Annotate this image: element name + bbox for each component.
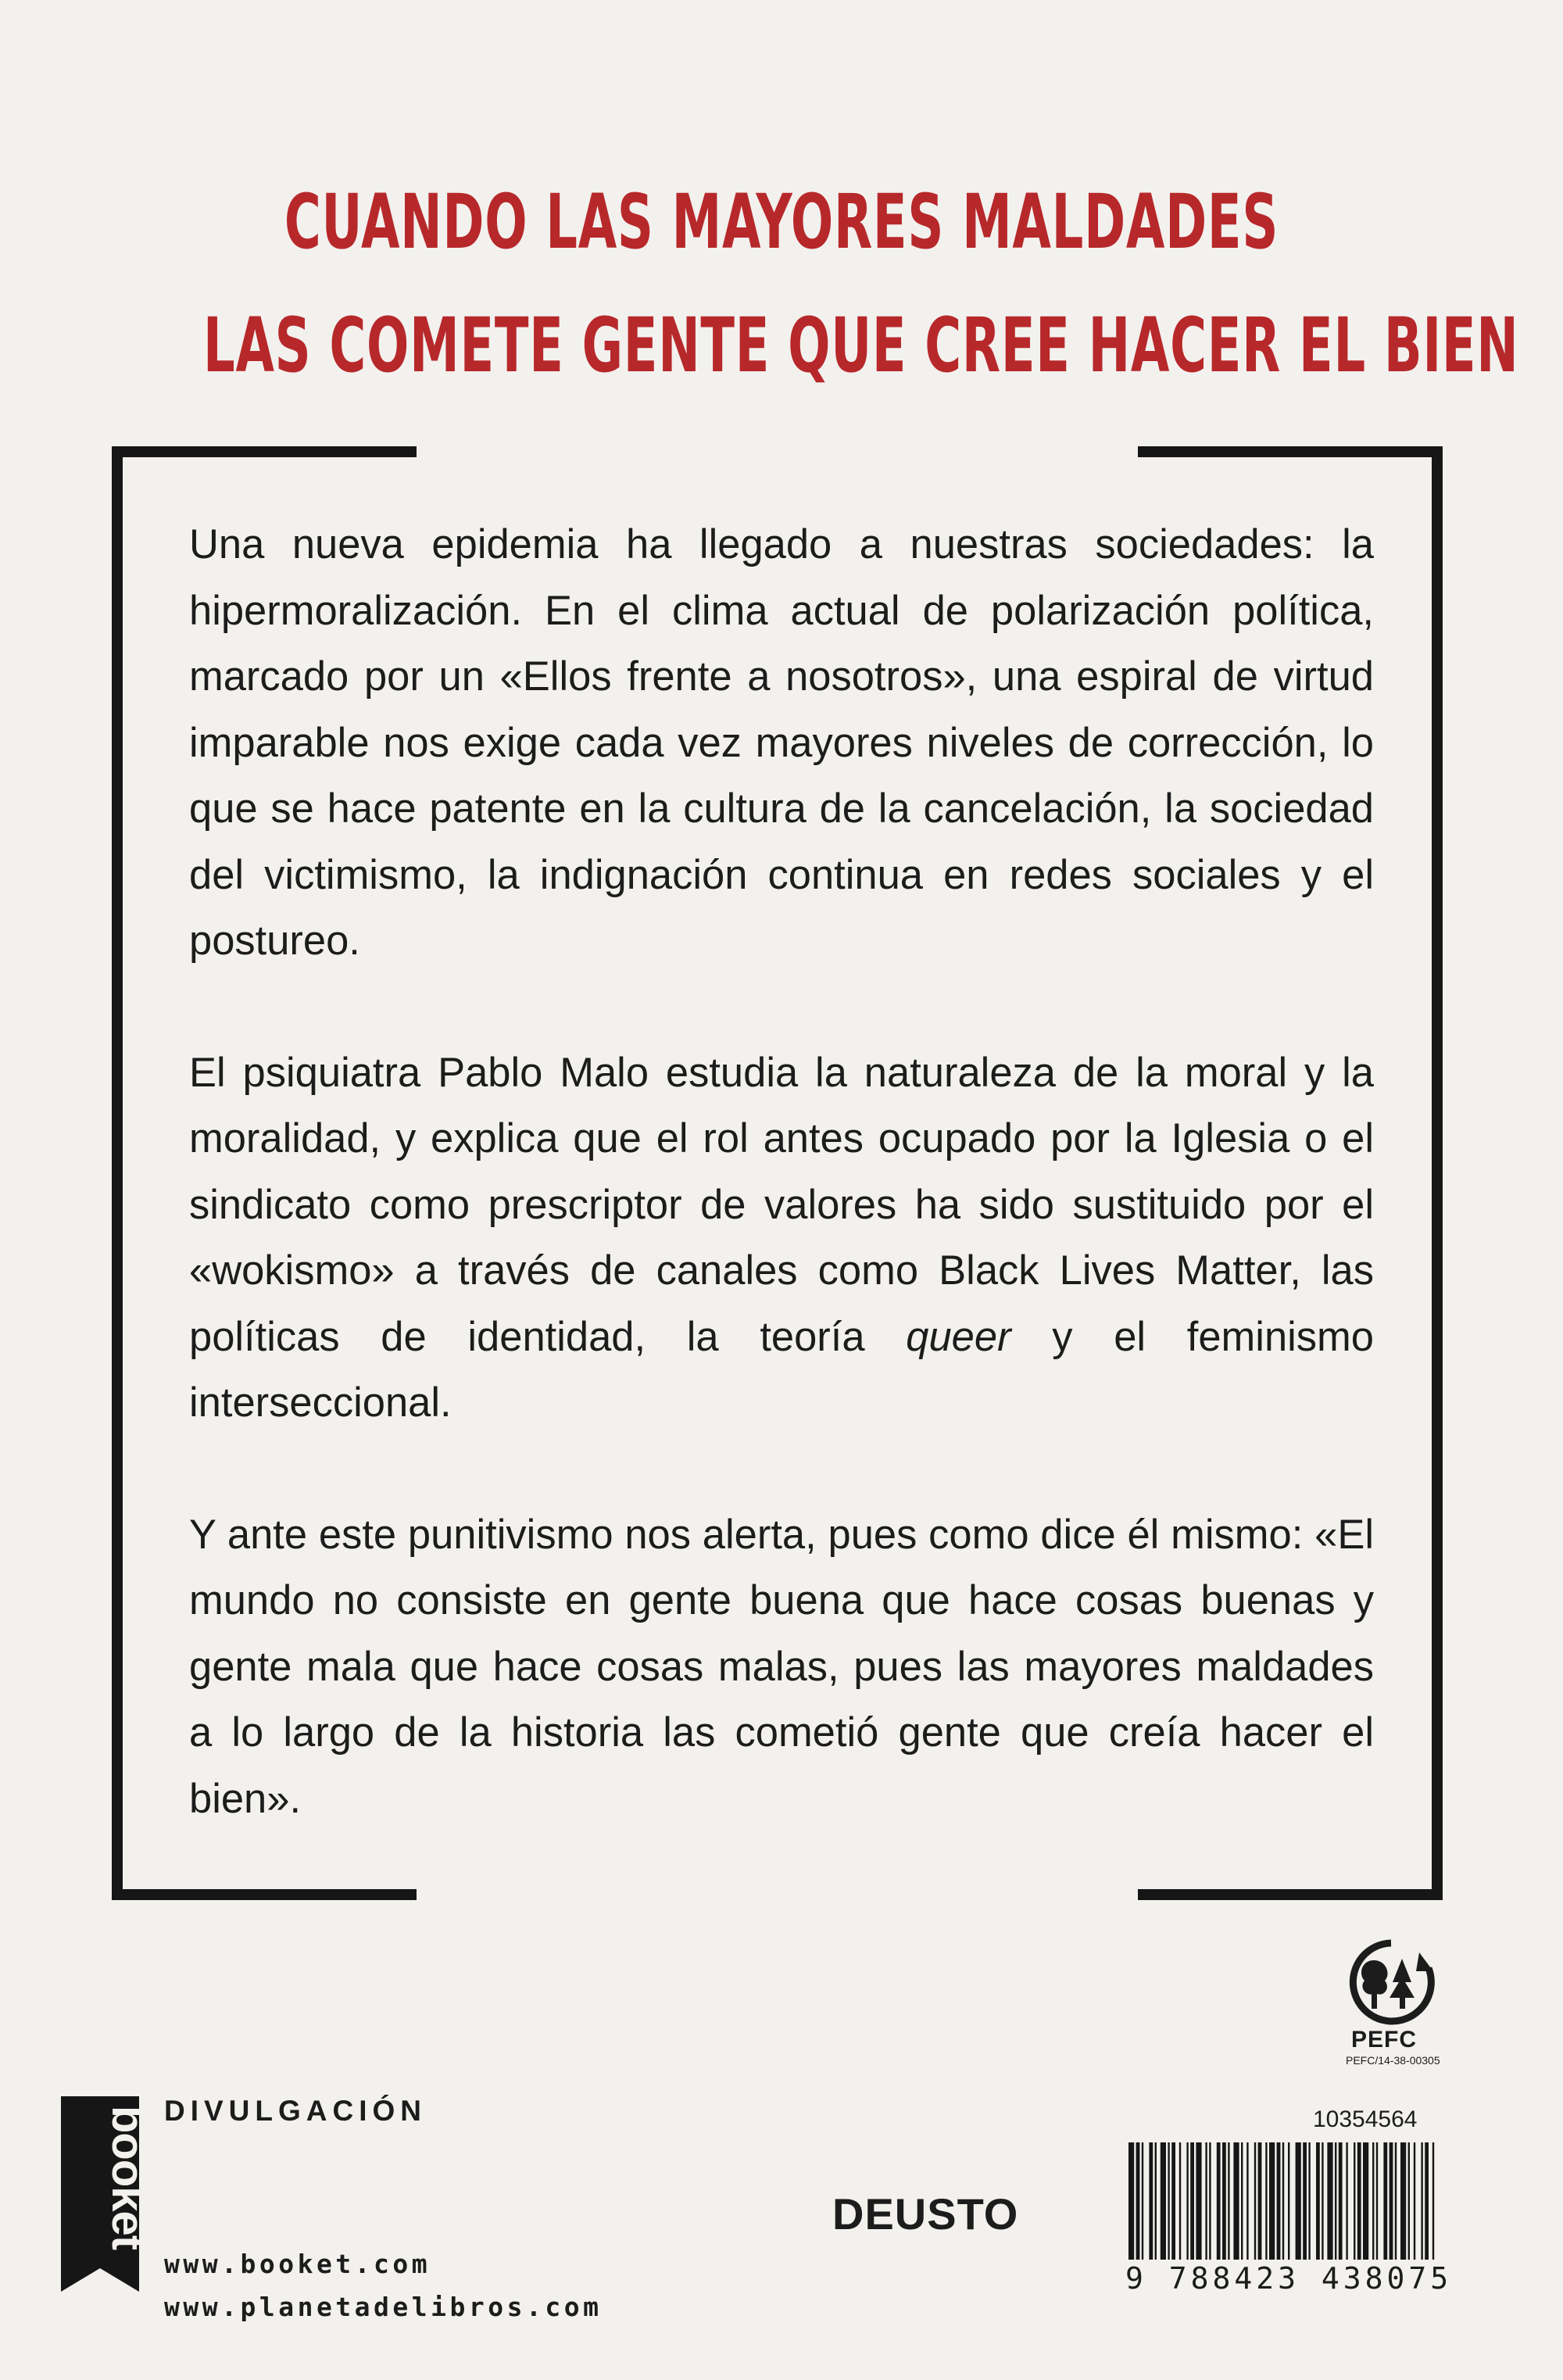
barcode-bar bbox=[1308, 2142, 1310, 2260]
barcode-bar bbox=[1408, 2142, 1410, 2260]
headline bbox=[203, 160, 1519, 407]
blurb-italic-word: queer bbox=[906, 1313, 1011, 1360]
barcode-bar bbox=[1432, 2142, 1434, 2260]
barcode-bar bbox=[1128, 2142, 1134, 2260]
barcode-bar bbox=[1421, 2142, 1422, 2260]
headline-line-2: LAS COMETE GENTE QUE CREE HACER EL BIEN bbox=[203, 302, 1519, 389]
barcode-bar bbox=[1425, 2142, 1429, 2260]
booket-logo bbox=[61, 2096, 153, 2292]
barcode-bar bbox=[1335, 2142, 1336, 2260]
barcode-bar bbox=[1168, 2142, 1169, 2260]
isbn-number: 9 788423 438075 bbox=[1125, 2261, 1453, 2296]
barcode-bar bbox=[1241, 2142, 1243, 2260]
barcode-bar bbox=[1339, 2142, 1343, 2260]
barcode-bar bbox=[1155, 2142, 1157, 2260]
barcode-bar bbox=[1205, 2142, 1207, 2260]
booket-url[interactable]: www.booket.com bbox=[164, 2249, 431, 2279]
blurb-paragraph-2-start: El psiquiatra Pablo Malo estudia la naturaleza de la moral y la moralidad, y explica que el rol antes ocupado por la Iglesia o el sindicato como prescriptor de valores ha sido sustituido por el «wokismo» a través de canales como Black Lives Matter, las políticas de identidad, la teoría bbox=[189, 1049, 1374, 1360]
barcode-bar bbox=[1142, 2142, 1143, 2260]
blurb-paragraph-2 bbox=[189, 1040, 1374, 1437]
barcode-bar bbox=[1258, 2142, 1262, 2260]
headline-line-1: CUANDO LAS MAYORES MALDADES bbox=[284, 178, 1279, 266]
barcode-bar bbox=[1228, 2142, 1229, 2260]
barcode-bar bbox=[1316, 2142, 1320, 2260]
pefc-logo-icon bbox=[1344, 1937, 1438, 2023]
barcode-bar bbox=[1322, 2142, 1323, 2260]
barcode-bar bbox=[1395, 2142, 1397, 2260]
barcode-bar bbox=[1400, 2142, 1406, 2260]
barcode-bar bbox=[1376, 2142, 1378, 2260]
barcode-bar bbox=[1171, 2142, 1175, 2260]
barcode-bar bbox=[1209, 2142, 1211, 2260]
barcode-icon bbox=[1125, 2142, 1438, 2260]
barcode-bar bbox=[1288, 2142, 1289, 2260]
blurb bbox=[189, 512, 1374, 1832]
barcode-bar bbox=[1222, 2142, 1226, 2260]
barcode-bar bbox=[1217, 2142, 1221, 2260]
barcode-bar bbox=[1149, 2142, 1153, 2260]
barcode-bar bbox=[1186, 2142, 1188, 2260]
barcode-bar bbox=[1265, 2142, 1267, 2260]
barcode-bar bbox=[1363, 2142, 1368, 2260]
publisher-logo: DEUSTO bbox=[832, 2189, 1019, 2239]
barcode-bar bbox=[1357, 2142, 1361, 2260]
barcode-bar bbox=[1161, 2142, 1166, 2260]
booket-logo-text: booket bbox=[102, 2106, 153, 2250]
barcode-bar bbox=[1190, 2142, 1194, 2260]
barcode-bar bbox=[1372, 2142, 1374, 2260]
barcode-bar bbox=[1179, 2142, 1181, 2260]
pefc-code: PEFC/14-38-00305 bbox=[1346, 2054, 1440, 2067]
internal-code: 10354564 bbox=[1313, 2106, 1418, 2132]
barcode-bar bbox=[1282, 2142, 1284, 2260]
barcode-bar bbox=[1346, 2142, 1347, 2260]
barcode-bar bbox=[1296, 2142, 1301, 2260]
barcode-bar bbox=[1414, 2142, 1415, 2260]
planetadelibros-url[interactable]: www.planetadelibros.com bbox=[164, 2292, 603, 2322]
blurb-paragraph-3: Y ante este punitivismo nos alerta, pues como dice él mismo: «El mundo no consiste en gente buena que hace cosas buenas y gente mala que hace cosas malas, pues las mayores maldades a lo largo de la historia las cometió gente que creía hacer el bien». bbox=[189, 1511, 1374, 1822]
barcode-bar bbox=[1136, 2142, 1140, 2260]
barcode-bar bbox=[1233, 2142, 1239, 2260]
blurb-paragraph-1: Una nueva epidemia ha llegado a nuestras sociedades: la hipermoralización. En el clima actual de polarización política, marcado por un «Ellos frente a nosotros», una espiral de virtud imparable nos exige cada vez mayores niveles de corrección, lo que se hace patente en la cultura de la cancelación, la sociedad del victimismo, la indignación continua en redes sociales y el postureo. bbox=[189, 521, 1374, 964]
pefc-label: PEFC bbox=[1351, 2027, 1418, 2053]
barcode-bar bbox=[1354, 2142, 1355, 2260]
barcode-bar bbox=[1390, 2142, 1393, 2260]
barcode-bar bbox=[1269, 2142, 1275, 2260]
barcode-bar bbox=[1277, 2142, 1281, 2260]
barcode-bar bbox=[1383, 2142, 1387, 2260]
barcode-bar bbox=[1246, 2142, 1248, 2260]
category-label: DIVULGACIÓN bbox=[164, 2095, 427, 2127]
barcode-bar bbox=[1196, 2142, 1201, 2260]
barcode-bar bbox=[1327, 2142, 1332, 2260]
barcode-bar bbox=[1254, 2142, 1256, 2260]
blurb-paragraph-2-end: y el feminismo interseccional. bbox=[189, 1313, 1374, 1426]
barcode-bar bbox=[1303, 2142, 1307, 2260]
